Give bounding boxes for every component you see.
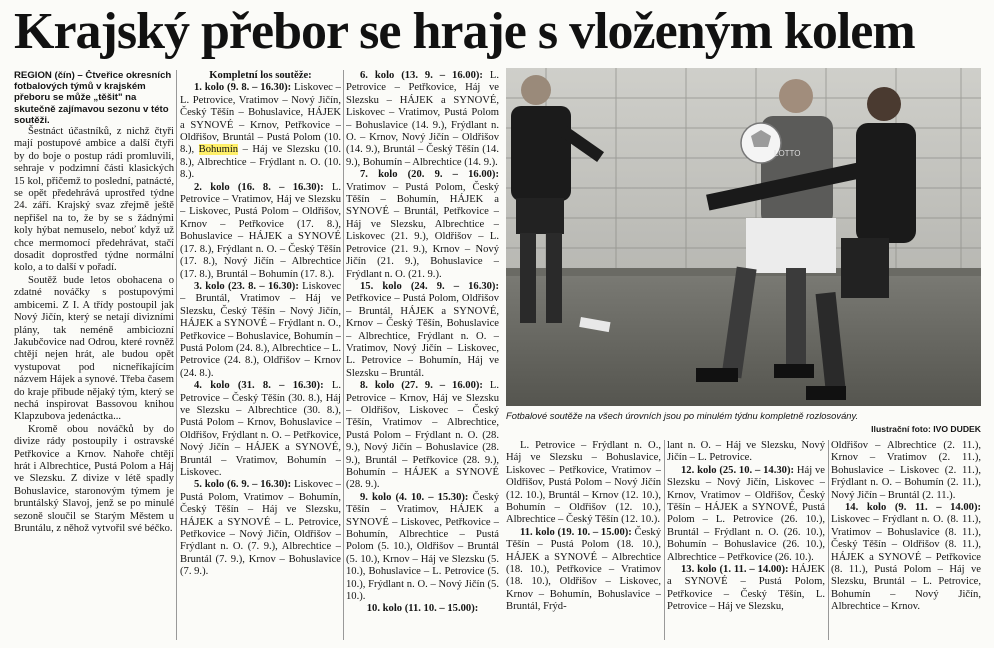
- round-2: [180, 182, 341, 281]
- round-text: Vratimov – Pustá Polom, Český Těšín – Bohumín, HÁJEK a SYNOVÉ – Bruntál, Petřkovice – Háj ve Slezsku, Albrechtice – Liskovec (21. 9.), Oldřišov – L. Petrovice (21. 9.), Krnov – Nový Jičín (21. 9.), Bohuslavice – Frýdlant n. O. (21. 9.).: [346, 181, 499, 280]
- lede: REGION (čín) – Čtveřice okresních fotbalových týmů v krajském přeboru se může „těšit" na skutečně zajímavou sezonu v této soutěži.: [14, 70, 172, 126]
- fixtures-column-1: [180, 70, 341, 642]
- article-paragraph-2: Soutěž bude letos obohacena o zdatné nováčky s postupovými ambicemi. Z I. A třídy postoupil jak Nový Jičín, který se netají divizními plány, tak neméně ambiciozní Jakubčovice nad Odrou, které rovněž chtějí nejen hrát, ale budou opět vystupovat pod nicneříkajícím názvem Hájek a synové. Třeba časem do kraje přibude nějaký tým, který se nechá inspirovat Bassovou knihou Klapzubova jedenáctka...: [14, 274, 174, 423]
- round-heading: 14. kolo (9. 11. – 14.00):: [845, 502, 981, 514]
- round-11-continued: lant n. O. – Háj ve Slezsku, Nový Jičín – L. Petrovice.: [667, 440, 825, 464]
- round-text: Petřkovice – Pustá Polom, Oldřišov – Bruntál, HÁJEK a SYNOVÉ, Krnov – Český Těšín, Bohuslavice – Albrechtice, Frýdlant n. O. – Vratimov, Nový Jičín – Liskovec, L. Petrovice – Bohumín, Háj ve Slezsku – Bruntál.: [346, 293, 499, 379]
- fixtures-column-3: [506, 440, 661, 642]
- round-text: Český Těšín – Pustá Polom (18. 10.), HÁJEK a SYNOVÉ – Albrechtice (18. 10.), Petřkovice – Vratimov (18. 10.), Oldřišov – Liskovec, Krnov – Bohumín, Bohuslavice – Bruntál, Frýd-: [506, 526, 661, 613]
- round-10-text: L. Petrovice – Frýdlant n. O., Háj ve Slezsku – Bohuslavice, Liskovec – Petřkovice, Vratimov – Oldřišov, Pustá Polom – Nový Jičín (12. 10.), Bruntál – Krnov (12. 10.), Bohumín – Oldřišov (12. 10.), Albrechtice – Český Těšín (12. 10.).: [506, 440, 661, 526]
- column-divider: [664, 440, 665, 640]
- round-text: Liskovec – Frýdlant n. O. (8. 11.), Vratimov – Bohuslavice (8. 11.), Český Těšín – Oldřišov (8. 11.), HÁJEK a SYNOVÉ – Petřkovice (8. 11.), Pustá Polom – Háj ve Slezsku, Bruntál – L. Petrovice, Bohumín – Nový Jičín, Albrechtice – Krnov.: [831, 514, 981, 613]
- article-paragraph-3: Kromě obou nováčků by do divize rády postoupily i ostravské Petřkovice a Krnov. Nahoře chtějí hrát i Albrechtice, Pustá Polom a Háj ve Slezsku. Z divize v létě spadly Bohuslavice, staronovým týmem je bruntálský Slavoj, jenž se po minulé sezoně sloučil se Starým Městem u Bruntálu, z něhož vytvořil své béčko.: [14, 423, 174, 535]
- round-12: [667, 465, 825, 564]
- round-heading: 11. kolo (19. 10. – 15.00):: [520, 526, 632, 538]
- article-paragraph-1: Šestnáct účastníků, z nichž čtyři mají postupové ambice a další čtyři by do boje o postup rádi promluvili, sehraje v podzimní části klasických 15 kol, přičemž to poslední, patnácté, se opět předehrává uprostřed týdne 24. září. Krajský svaz zřejmě ještě nepřišel na to, že by se s žádnými koly hýbat nemuselo, neboť když už chce mermomocí předehrávat, stačí dosadit doprostřed týdne normální kolo, a to další v pořadí.: [14, 126, 174, 274]
- round-9: [346, 492, 499, 604]
- round-8: [346, 380, 499, 492]
- shirt-badge: LOTTO: [774, 149, 801, 158]
- round-text: Háj ve Slezsku – Nový Jičín, Liskovec – Krnov, Vratimov – Oldřišov, Český Těšín – HÁJEK a SYNOVÉ, Pustá Polom – L. Petrovice (26. 10.), Bruntál – Frýdlant n. O. (26. 10.), Bohumín – Bohuslavice (26. 10.), Albrechtice – Petřkovice (26. 10.).: [667, 464, 825, 563]
- highlighted-team: Bohumín: [198, 144, 239, 156]
- article-column-1: [14, 70, 174, 642]
- photo-credit: Ilustrační foto: IVO DUDEK: [871, 424, 981, 434]
- round-11: [506, 527, 661, 614]
- round-heading: 3. kolo (23. 8. – 16.30):: [194, 280, 299, 292]
- column-divider: [343, 70, 344, 640]
- fixtures-header: Kompletní los soutěže:: [209, 70, 312, 81]
- round-text: Český Těšín – Vratimov, HÁJEK a SYNOVÉ – Liskovec, Petřkovice – Bohumín, Albrechtice – Pustá Polom (5. 10.), Oldřišov – Bruntál (5. 10.), Krnov – Háj ve Slezsku (5. 10.), Bohuslavice – L. Petrovice (5. 10.), Frýdlant n. O. – Nový Jičín (5. 10.).: [346, 491, 499, 603]
- fixtures-column-5: [831, 440, 981, 642]
- round-heading: 1. kolo (9. 8. – 16.30):: [194, 82, 292, 94]
- fixtures-column-4: [667, 440, 825, 642]
- round-text: L. Petrovice – Český Těšín (30. 8.), Háj ve Slezsku – Albrechtice (30. 8.), Pustá Polom – Krnov, Bohuslavice – Oldřišov, Frýdlant n. O. – Petřkovice, Nový Jičín – HÁJEK a SYNOVÉ, Bruntál – Vratimov, Bohumín – Liskovec.: [180, 380, 341, 478]
- round-heading: 5. kolo (6. 9. – 16.30):: [194, 479, 292, 491]
- round-heading: 9. kolo (4. 10. – 15.30):: [360, 491, 469, 503]
- headline: Krajský přebor se hraje s vloženým kolem: [14, 3, 915, 60]
- round-5: [180, 479, 341, 578]
- round-15: [346, 281, 499, 380]
- round-heading: 15. kolo (24. 9. – 16.30):: [360, 280, 499, 292]
- round-heading: 13. kolo (1. 11. – 14.00):: [681, 564, 789, 576]
- round-text: HÁJEK a SYNOVÉ – Pustá Polom, Petřkovice – Český Těšín, L. Petrovice – Háj ve Slezsku,: [667, 564, 825, 613]
- round-heading: 7. kolo (20. 9. – 16.00):: [360, 169, 499, 181]
- round-text: Liskovec – Pustá Polom, Vratimov – Bohumín, Český Těšín – Háj ve Slezsku, HÁJEK a SYNOVÉ – L. Petrovice, Petřkovice – Nový Jičín, Oldřišov – Frýdlant n. O. (7. 9.), Albrechtice – Bruntál (7. 9.), Krnov – Bohuslavice (7. 9.).: [180, 479, 341, 578]
- round-14: [831, 502, 981, 614]
- column-divider: [828, 440, 829, 640]
- round-text: L. Petrovice – Krnov, Háj ve Slezsku – Oldřišov, Liskovec – Český Těšín, Vratimov – Albrechtice, Pustá Polom – Frýdlant n. O. (28. 9.), Nový Jičín – Bohuslavice (28. 9.), Bruntál – Petřkovice (28. 9.), Bohumín – HÁJEK a SYNOVÉ (28. 9.).: [346, 380, 499, 491]
- round-text: L. Petrovice – Vratimov, Háj ve Slezsku – Liskovec, Pustá Polom – Oldřišov, Krnov – Petřkovice (17. 8.), Bohuslavice – HÁJEK a SYNOVÉ (17. 8.), Frýdlant n. O. – Český Těšín (17. 8.), Nový Jičín – Albrechtice (17. 8.), Bruntál – Bohumín (17. 8.).: [180, 181, 341, 280]
- round-10-heading: 10. kolo (11. 10. – 15.00):: [366, 603, 479, 615]
- round-13: [667, 564, 825, 614]
- round-heading: 6. kolo (13. 9. – 16.00):: [360, 70, 483, 81]
- round-heading: 12. kolo (25. 10. – 14.30):: [681, 464, 795, 476]
- fixtures-column-2: [346, 70, 499, 642]
- round-heading: 4. kolo (31. 8. – 16.30):: [194, 380, 324, 392]
- round-text: Liskovec – Bruntál, Vratimov – Háj ve Slezsku, Český Těšín – Nový Jičín, HÁJEK a SYNOVÉ – Frýdlant n. O., Petřkovice – Bohuslavice, Bohumín – Pustá Polom (24. 8.), Albrechtice – L. Petrovice (24. 8.), Oldřišov – Krnov (24. 8.).: [180, 280, 341, 379]
- round-text: L. Petrovice – Petřkovice, Háj ve Slezsku – HÁJEK a SYNOVÉ, Liskovec – Vratimov, Pustá Polom – Bohuslavice (14. 9.), Frýdlant n. O. – Krnov, Nový Jičín – Oldřišov (14. 9.), Bruntál – Český Těšín (14. 9.), Bohumín – Albrechtice (14. 9.).: [346, 70, 499, 168]
- round-1: [180, 82, 341, 181]
- round-6: [346, 70, 499, 169]
- photo-caption: Fotbalové soutěže na všech úrovních jsou po minulém týdnu kompletně rozlosovány.: [506, 410, 859, 421]
- round-13-continued: Oldřišov – Albrechtice (2. 11.), Krnov – Vratimov (2. 11.), Bohuslavice – Liskovec (2. 11.), Frýdlant n. O. – Bohumín (2. 11.), Nový Jičín – Bruntál (2. 11.).: [831, 440, 981, 501]
- round-3: [180, 281, 341, 380]
- round-heading: 2. kolo (16. 8. – 16.30):: [194, 181, 324, 193]
- round-heading: 8. kolo (27. 9. – 16.00):: [360, 380, 483, 392]
- round-4: [180, 380, 341, 479]
- column-divider: [176, 70, 177, 640]
- football-photo: [506, 68, 981, 406]
- round-text: Liskovec – L. Petrovice, Vratimov – Nový Jičín, Český Těšín – Bohuslavice, HÁJEK a SYNOVÉ – Krnov, Petřkovice – Oldřišov, Bruntál – Pustá Polom (10. 8.),: [180, 82, 341, 156]
- round-text: – Háj ve Slezsku (10. 8.), Albrechtice – Frýdlant n. O. (10. 8.).: [180, 144, 341, 181]
- round-7: [346, 169, 499, 281]
